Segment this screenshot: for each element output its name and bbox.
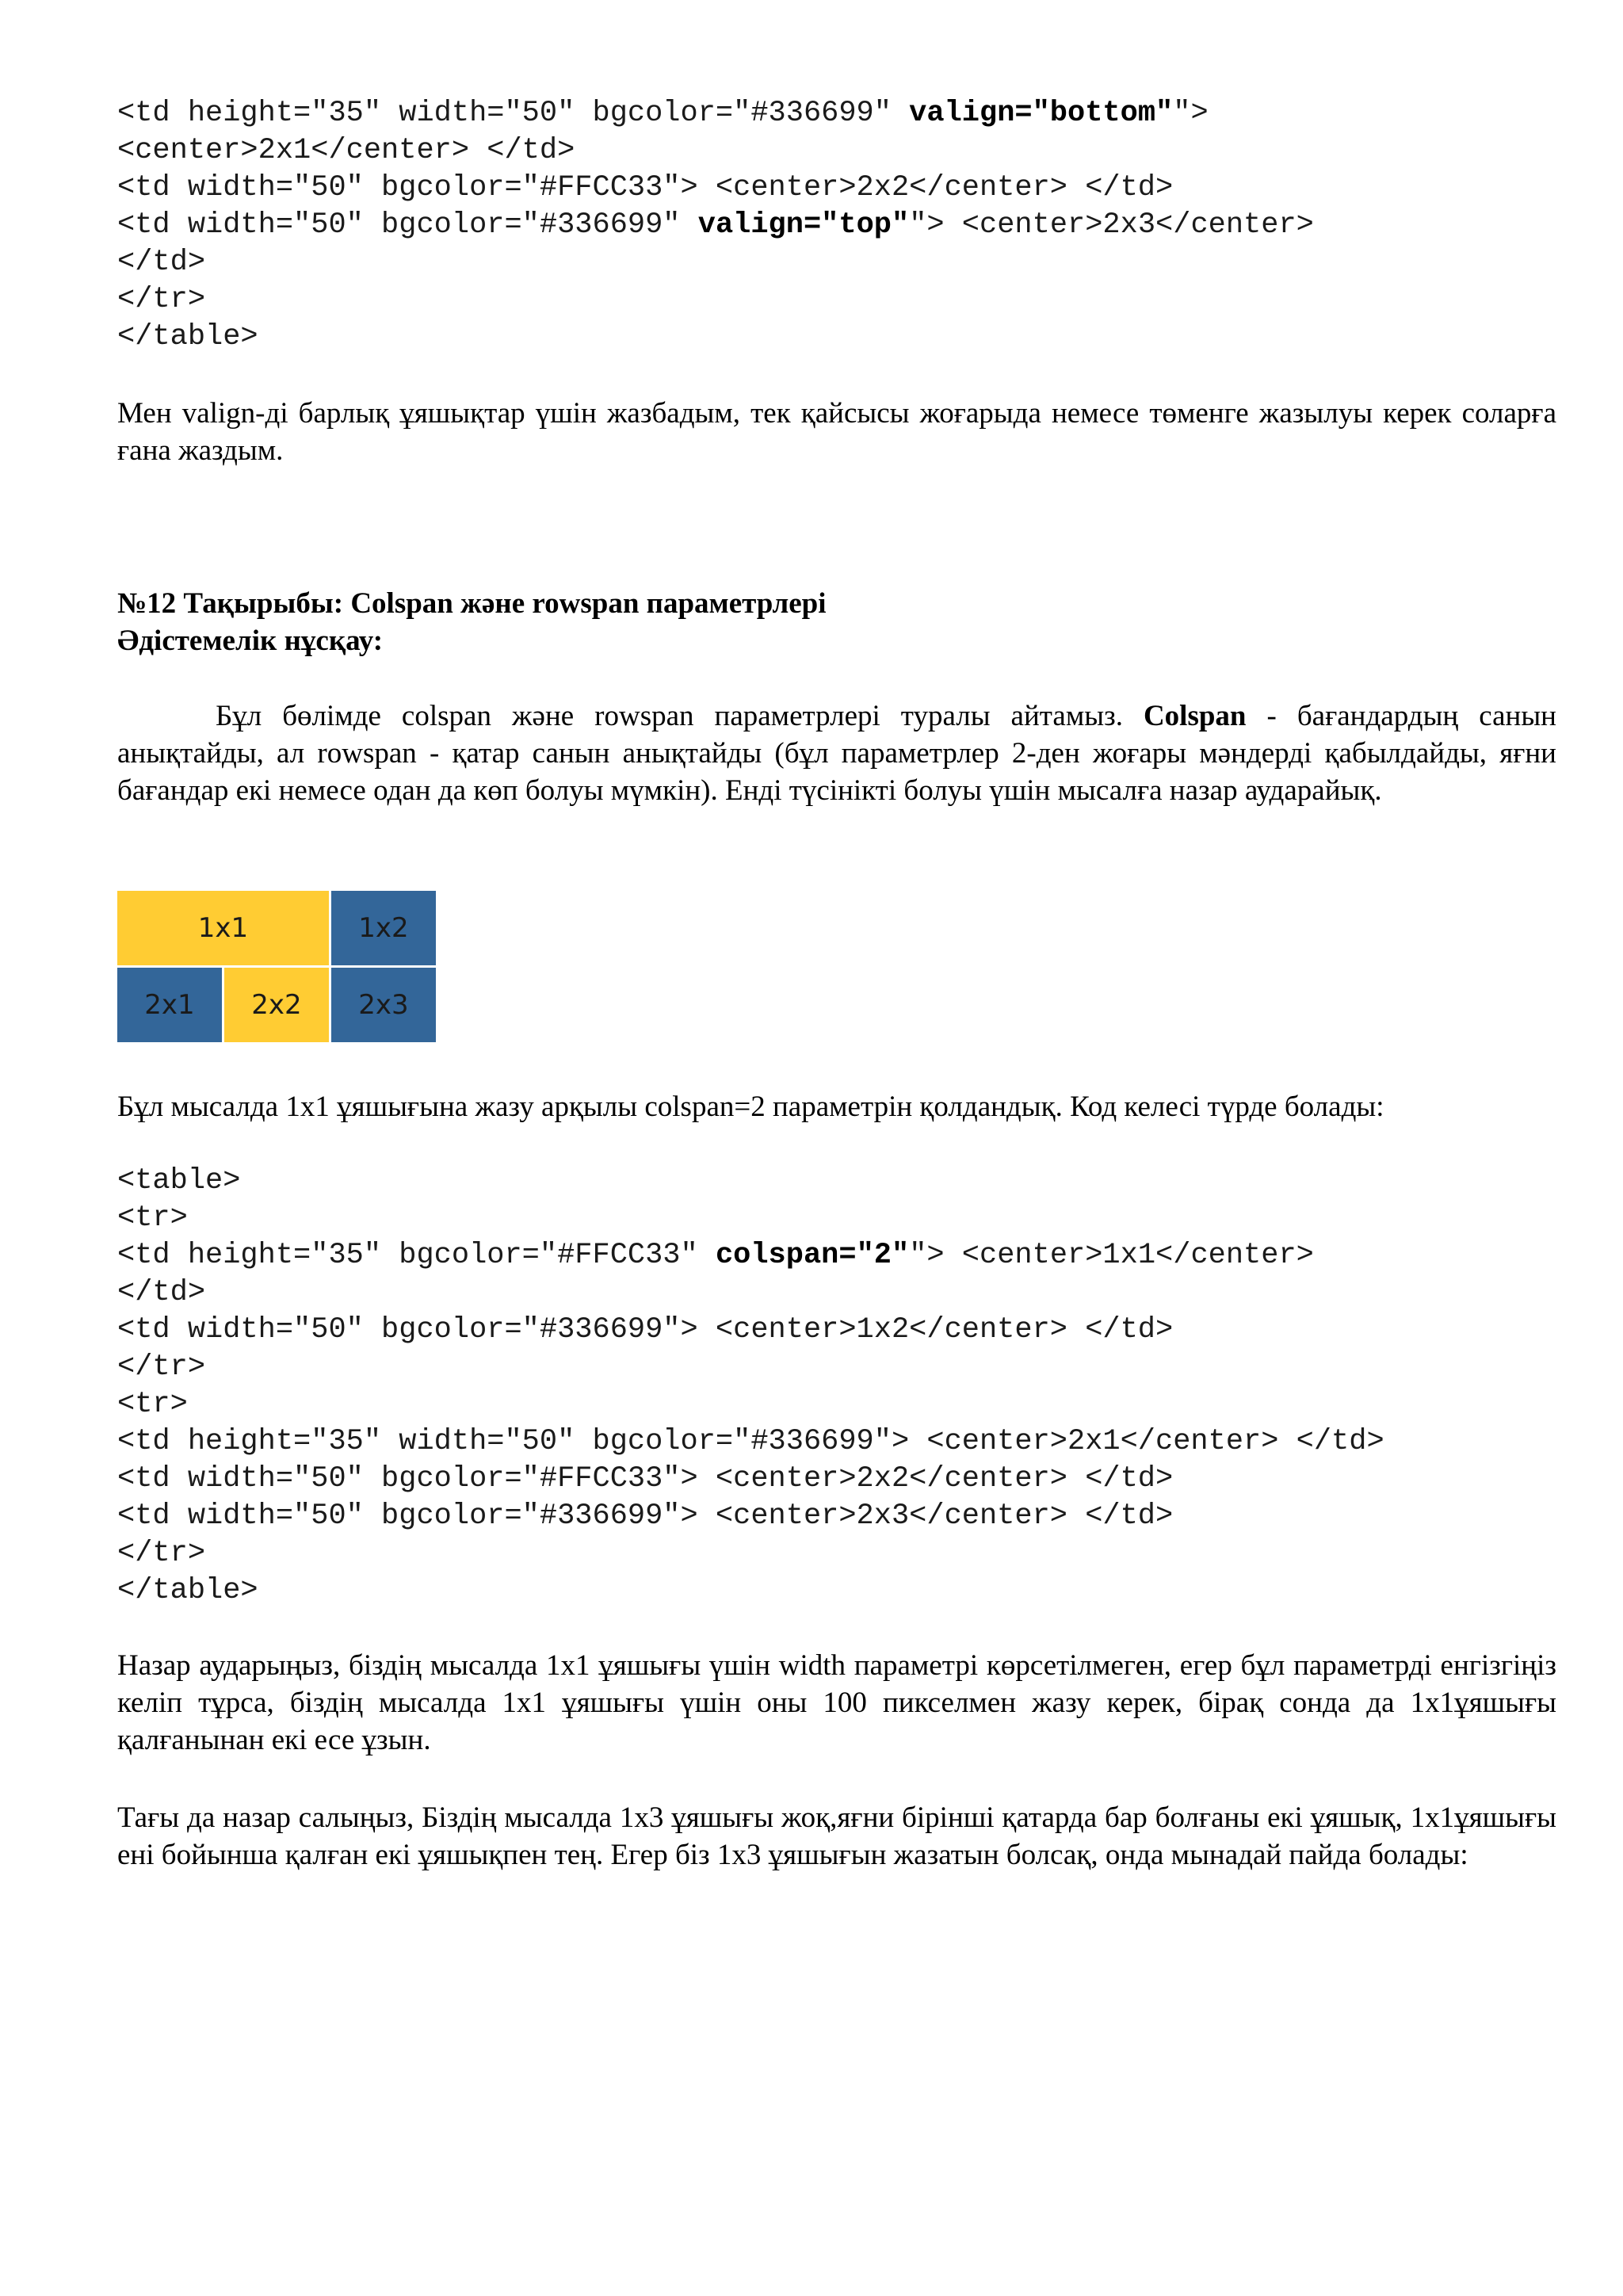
code-line	[117, 1423, 1384, 1461]
code-block-colspan	[117, 1163, 1384, 1610]
code-line	[117, 1572, 1384, 1610]
code-text: ">	[1173, 97, 1209, 130]
code-text: </table>	[117, 1574, 258, 1607]
code-text: <td width="50" bgcolor="#336699"> <center>1x2</center> </td>	[117, 1313, 1174, 1347]
code-line	[117, 1498, 1384, 1535]
code-text: <td width="50" bgcolor="#336699"	[117, 208, 698, 242]
code-line	[117, 1349, 1384, 1386]
code-highlight: colspan="2"	[715, 1239, 910, 1272]
code-line	[117, 170, 1314, 207]
code-block-valign	[117, 95, 1314, 356]
demo-cell-2x3: 2x3	[331, 968, 436, 1042]
code-line	[117, 1237, 1384, 1274]
code-text: <center>2x1</center> </td>	[117, 134, 575, 167]
code-text: <tr>	[117, 1201, 188, 1235]
code-text: </tr>	[117, 1350, 206, 1384]
code-line	[117, 1163, 1384, 1200]
intro-text-1: Бұл бөлімде colspan және rowspan параметрлері туралы айтамыз.	[216, 700, 1144, 732]
code-line	[117, 319, 1314, 356]
demo-cell-1x1: 1x1	[117, 891, 329, 965]
code-text: </table>	[117, 320, 258, 353]
paragraph-width-note: Назар аударыңыз, біздің мысалда 1x1 ұяшығы үшін width параметрі көрсетілмеген, егер бұл параметрді енгізгіңіз келіп тұрса, біздің мысалда 1x1 ұяшығы үшін оны 100 пикселмен жазу керек, бірақ сонда да 1x1ұяшығы қалғанынан екі есе ұзын.	[117, 1649, 1556, 1756]
code-text: <td height="35" bgcolor="#FFCC33"	[117, 1239, 716, 1272]
demo-cell-2x2: 2x2	[224, 968, 329, 1042]
code-line	[117, 281, 1314, 319]
code-text: </tr>	[117, 283, 206, 316]
code-highlight: valign="top"	[697, 208, 910, 242]
code-highlight: valign="bottom"	[909, 97, 1174, 130]
code-text: <table>	[117, 1164, 241, 1198]
demo-row-1	[117, 891, 436, 965]
code-line	[117, 1200, 1384, 1237]
code-line	[117, 1461, 1384, 1498]
code-text: <td height="35" width="50" bgcolor="#336699"	[117, 97, 910, 130]
code-line	[117, 132, 1314, 170]
code-text: <tr>	[117, 1388, 188, 1421]
code-text: </tr>	[117, 1537, 206, 1570]
intro-text-2: - бағандардың санын анықтайды, ал rowspan - қатар санын анықтайды (бұл параметрлер 2-ден жоғары мәндерді қабылдайды, яғни бағандар екі немесе одан да көп болуы мүмкін). Енді түсінікті болуы үшін мысалға назар аударайық.	[117, 700, 1556, 807]
code-line	[117, 1386, 1384, 1423]
paragraph-example-intro: Бұл мысалда 1x1 ұяшығына жазу арқылы colspan=2 параметрін қолдандық. Код келесі түрде болады:	[117, 1091, 1384, 1123]
code-text: <td width="50" bgcolor="#FFCC33"> <center>2x2</center> </td>	[117, 171, 1174, 204]
code-text: <td width="50" bgcolor="#336699"> <center>2x3</center> </td>	[117, 1499, 1174, 1533]
code-line	[117, 207, 1314, 244]
code-line	[117, 244, 1314, 281]
code-text: </td>	[117, 1276, 206, 1309]
code-text: "> <center>1x1</center>	[909, 1239, 1314, 1272]
code-text: "> <center>2x3</center>	[909, 208, 1314, 242]
code-line	[117, 1535, 1384, 1572]
code-text: </td>	[117, 246, 206, 279]
code-line	[117, 1274, 1384, 1312]
section-subtitle: Әдістемелік нұсқау:	[117, 625, 384, 657]
code-line	[117, 1312, 1384, 1349]
paragraph-intro	[117, 697, 1556, 809]
demo-cell-2x1: 2x1	[117, 968, 222, 1042]
demo-row-2	[117, 968, 436, 1042]
colspan-demo-table	[115, 888, 438, 1045]
code-text: <td height="35" width="50" bgcolor="#336699"> <center>2x1</center> </td>	[117, 1425, 1384, 1458]
section-title: №12 Тақырыбы: Colspan және rowspan параметрлері	[117, 587, 827, 620]
intro-bold-term: Colspan	[1143, 700, 1247, 732]
demo-cell-1x2: 1x2	[331, 891, 436, 965]
code-text: <td width="50" bgcolor="#FFCC33"> <center>2x2</center> </td>	[117, 1462, 1174, 1496]
code-line	[117, 95, 1314, 132]
paragraph-missing-cell: Тағы да назар салыңыз, Біздің мысалда 1x3 ұяшығы жоқ,яғни бірінші қатарда бар болғаны екі ұяшық, 1x1ұяшығы ені бойынша қалған екі ұяшықпен тең. Егер біз 1x3 ұяшығын жазатын болсақ, онда мынадай пайда болады:	[117, 1801, 1556, 1871]
paragraph-valign-note: Мен valign-ді барлық ұяшықтар үшін жазбадым, тек қайсысы жоғарыда немесе төменге жазылуы керек соларға ғана жаздым.	[117, 397, 1556, 467]
